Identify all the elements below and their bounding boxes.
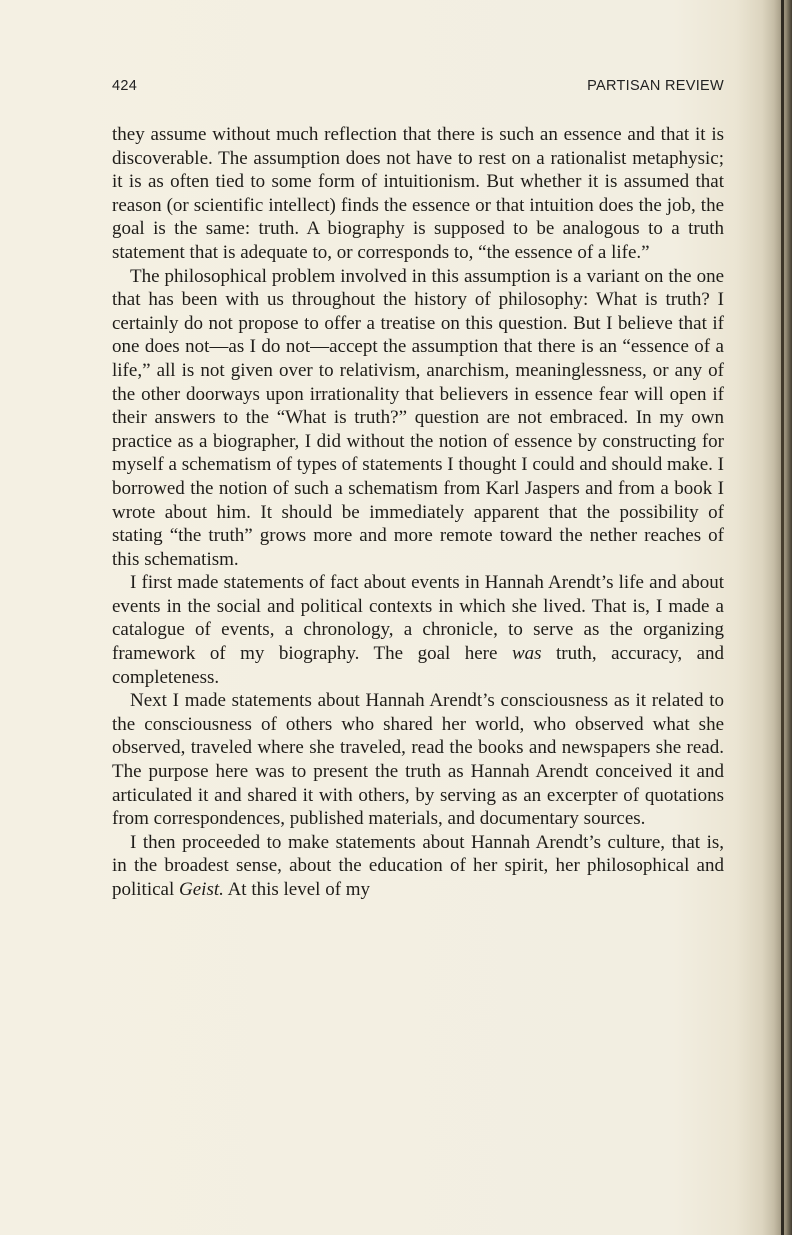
paragraph-3-emphasis: was: [511, 643, 542, 665]
paragraph-2-text: The philosophical problem involved in this assumption is a variant on the one that has been with us throughout the history of philosophy: What is truth? I certainly do not propose to offer a treatise on this question. But I believe that if one does not—as I do not—accept the assumption that there is an “essence of a life,” all is not given over to relativism, anarchism, meaninglessness, or any of the other doorways upon irrationality that believers in essence fear will open if their answers to the “What is truth?” question are not embraced. In my own practice as a biographer, I did without the notion of essence by constructing for myself a schematism of types of statements I thought I could and should make. I borrowed the notion of such a schematism from Karl Jaspers and from a book I wrote about him. It should be immediately apparent that the possibility of stating “the truth” grows more and more remote toward the nether reaches of this schematism.: [112, 265, 724, 570]
paragraph-5-emphasis: Geist.: [179, 879, 224, 900]
page-number: 424: [112, 78, 138, 94]
article-body: [112, 123, 724, 902]
paragraph-5-text: I then proceeded to make statements about Hannah Arendt’s culture, that is, in the broadest sense, about the education of her spirit, her philosophical and political: [112, 831, 724, 900]
page-gutter-shadow: [762, 0, 792, 1235]
paragraph-5-text-after: At this level of my: [227, 879, 371, 900]
paragraph-1: [112, 123, 724, 265]
paragraph-1-text: they assume without much reflection that there is such an essence and that it is discoverable. The assumption does not have to rest on a rationalist metaphysic; it is as often tied to some form of intuitionism. But whether it is assumed that reason (or scientific intellect) finds the essence or that intuition does the job, the goal is the same: truth. A biography is supposed to be analogous to a truth statement that is adequate to, or corresponds to, “the essence of a life.”: [112, 124, 724, 263]
paragraph-5: [112, 831, 724, 902]
paragraph-2: [112, 265, 724, 572]
paragraph-3: [112, 571, 724, 689]
paragraph-4: [112, 689, 724, 831]
paragraph-4-text: Next I made statements about Hannah Arendt’s consciousness as it related to the consciousness of others who shared her world, who observed what she observed, traveled where she traveled, read the books and newspapers she read. The purpose here was to present the truth as Hannah Arendt conceived it and articulated it and shared it with others, by serving as an excerpter of quotations from correspondences, published materials, and documentary sources.: [112, 690, 724, 830]
journal-title: PARTISAN REVIEW: [587, 78, 724, 94]
paragraph-3-text: I first made statements of fact about events in Hannah Arendt’s life and about events in the social and political contexts in which she lived. That is, I made a catalogue of events, a chronology, a chronicle, to serve as the organizing framework of my biography. The goal here: [112, 572, 724, 665]
paragraph-3-text-after: truth, accuracy, and completeness.: [112, 643, 725, 688]
book-binding-edge: [781, 0, 784, 1235]
running-head: [112, 78, 724, 98]
